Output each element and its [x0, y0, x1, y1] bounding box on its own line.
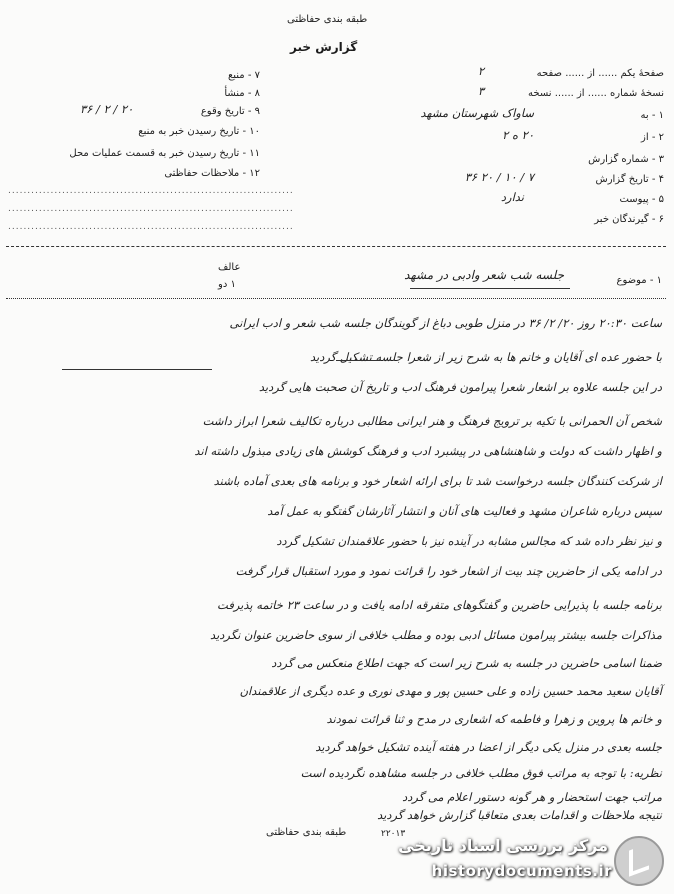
body-line: نظریه: با توجه به مراتب فوق مطلب خلافی در جلسه مشاهده نگردیده است: [300, 766, 662, 780]
field-attachment-label: ۵ - پیوست: [619, 194, 664, 205]
body-line: از شرکت کنندگان جلسه درخواست شد تا برای ارائه اشعار خود و برنامه های بعدی آماده باشند: [213, 474, 662, 488]
field-page-label: صفحهٔ یکم ...... از ...... صفحه: [536, 68, 664, 79]
body-line: در ادامه یکی از حاضرین چند بیت از اشعار خود را قرائت نمود و مورد استقبال قرار گرفت: [235, 564, 662, 578]
field-to-value: ساواک شهرستان مشهد: [420, 106, 534, 120]
dotted-line: ..........................................................................: [8, 222, 294, 232]
body-line: جلسه بعدی در منزل یکی دیگر از اعضا در هفته آینده تشکیل خواهد گردید: [315, 740, 662, 754]
body-line: ضمنا اسامی حاضرین در جلسه به شرح زیر است که جهت اطلاع منعکس می گردد: [271, 656, 662, 670]
field-received-by-ops-label: ۱۱ - تاریخ رسیدن خبر به قسمت عملیات محل: [69, 148, 260, 159]
field-page-value: ۲: [477, 64, 484, 78]
watermark-name: مرکز بررسی اسناد تاریخی: [398, 836, 608, 855]
field-report-date-label: ۴ - تاریخ گزارش: [595, 174, 664, 185]
footer-classification: طبقه بندی حفاظتی: [266, 827, 347, 838]
body-line: شخص آن الحمرانی با تکیه بر ترویج فرهنگ و هنر ایرانی مطالبی درباره تکالیف شعرا ابراز داشت: [202, 414, 662, 428]
body-line: با حضور عده ای آقایان و خانم ها به شرح زیر از شعرا جلسه تشکیل گردید: [309, 350, 662, 364]
field-from-label: ۲ - از: [641, 132, 664, 143]
body-line: و اظهار داشت که دولت و شاهنشاهی در پیشبرد ادب و فرهنگ کوشش های زیادی مبذول داشته اند: [194, 444, 662, 458]
dotted-line: ..........................................................................: [8, 186, 294, 196]
subject-divider: [6, 298, 666, 299]
document-code: ۲۲۰۱۳: [381, 829, 406, 839]
body-line: نتیجه ملاحظات و اقدامات بعدی متعاقبا گزارش خواهد گردید: [377, 808, 662, 822]
field-event-date-label: ۹ - تاریخ وقوع: [200, 106, 260, 117]
body-line: و نیز نظر داده شد که مجالس مشابه در آینده نیز با حضور علاقمندان تشکیل گردد: [276, 534, 662, 548]
field-received-by-source-label: ۱۰ - تاریخ رسیدن خبر به منبع: [138, 126, 260, 137]
body-line: مراتب جهت استحضار و هر گونه دستور اعلام می گردد: [402, 790, 662, 804]
field-event-date-value: ۲۰ / ۲ / ۳۶: [80, 102, 134, 116]
body-line: سپس درباره شاعران مشهد و فعالیت های آنان و انتشار آثارشان گفتگو به عمل آمد: [267, 504, 662, 518]
header-classification: طبقه بندی حفاظتی: [287, 14, 368, 25]
field-recipients-label: ۶ - گیرندگان خبر: [594, 214, 664, 225]
field-to-label: ۱ - به: [640, 110, 664, 121]
body-line: و خانم ها پروین و زهرا و فاطمه که اشعاری در مدح و ثنا قرائت نمودند: [326, 712, 662, 726]
subject-underline: [410, 288, 570, 289]
report-title: گزارش خبر: [290, 40, 358, 54]
dotted-line: ..........................................................................: [8, 204, 294, 214]
field-security-notes-label: ۱۲ - ملاحظات حفاظتی: [164, 168, 260, 179]
body-line: آقایان سعید محمد حسین زاده و علی حسین پور و مهدی نوری و عده دیگری از علاقمندان: [239, 684, 662, 698]
subject-value: جلسه شب شعر وادبی در مشهد: [404, 268, 564, 282]
strike-mark: [336, 360, 380, 361]
field-source-label: ۷ - منبع: [227, 70, 260, 81]
body-line: مذاکرات جلسه بیشتر پیرامون مسائل ادبی بوده و مطلب خلافی از سوی حاضرین عنوان نگردید: [210, 628, 662, 642]
body-line: ساعت ۲۰:۳۰ روز ۲۰/ ۲/ ۳۶ در منزل طوبی دباغ از گویندگان جلسه شب شعر و ادب ایرانی: [229, 316, 662, 330]
field-attachment-value: ندارد: [500, 190, 524, 204]
watermark-url: historydocuments.ir: [431, 862, 612, 880]
archive-logo-icon: [614, 836, 664, 886]
field-from-value: ۲۰ ه ۲: [502, 128, 534, 142]
section-divider: [6, 246, 666, 247]
body-line: در این جلسه علاوه بر اشعار شعرا پیرامون فرهنگ ادب و تاریخ آن صحبت هایی گردید: [258, 380, 662, 394]
field-copy-label: نسخهٔ شماره ...... از ...... نسخه: [528, 88, 664, 99]
grade-label: عالف: [218, 262, 241, 273]
subject-label: ۱ - موضوع: [616, 275, 662, 286]
body-line: برنامه جلسه با پذیرایی حاضرین و گفتگوهای متفرقه ادامه یافت و در ساعت ۲۳ خاتمه پذیرفت: [217, 598, 662, 612]
field-report-number-label: ۳ - شماره گزارش: [588, 154, 664, 165]
archive-watermark: [388, 834, 664, 886]
underline-mark: [62, 369, 212, 370]
grade-value: ۱ دو: [218, 279, 236, 290]
field-copy-value: ۳: [477, 84, 484, 98]
field-report-date-value: ۷ / ۱۰ / ۲۰ ۳۶: [464, 170, 534, 184]
field-origin-label: ۸ - منشأ: [224, 88, 260, 99]
